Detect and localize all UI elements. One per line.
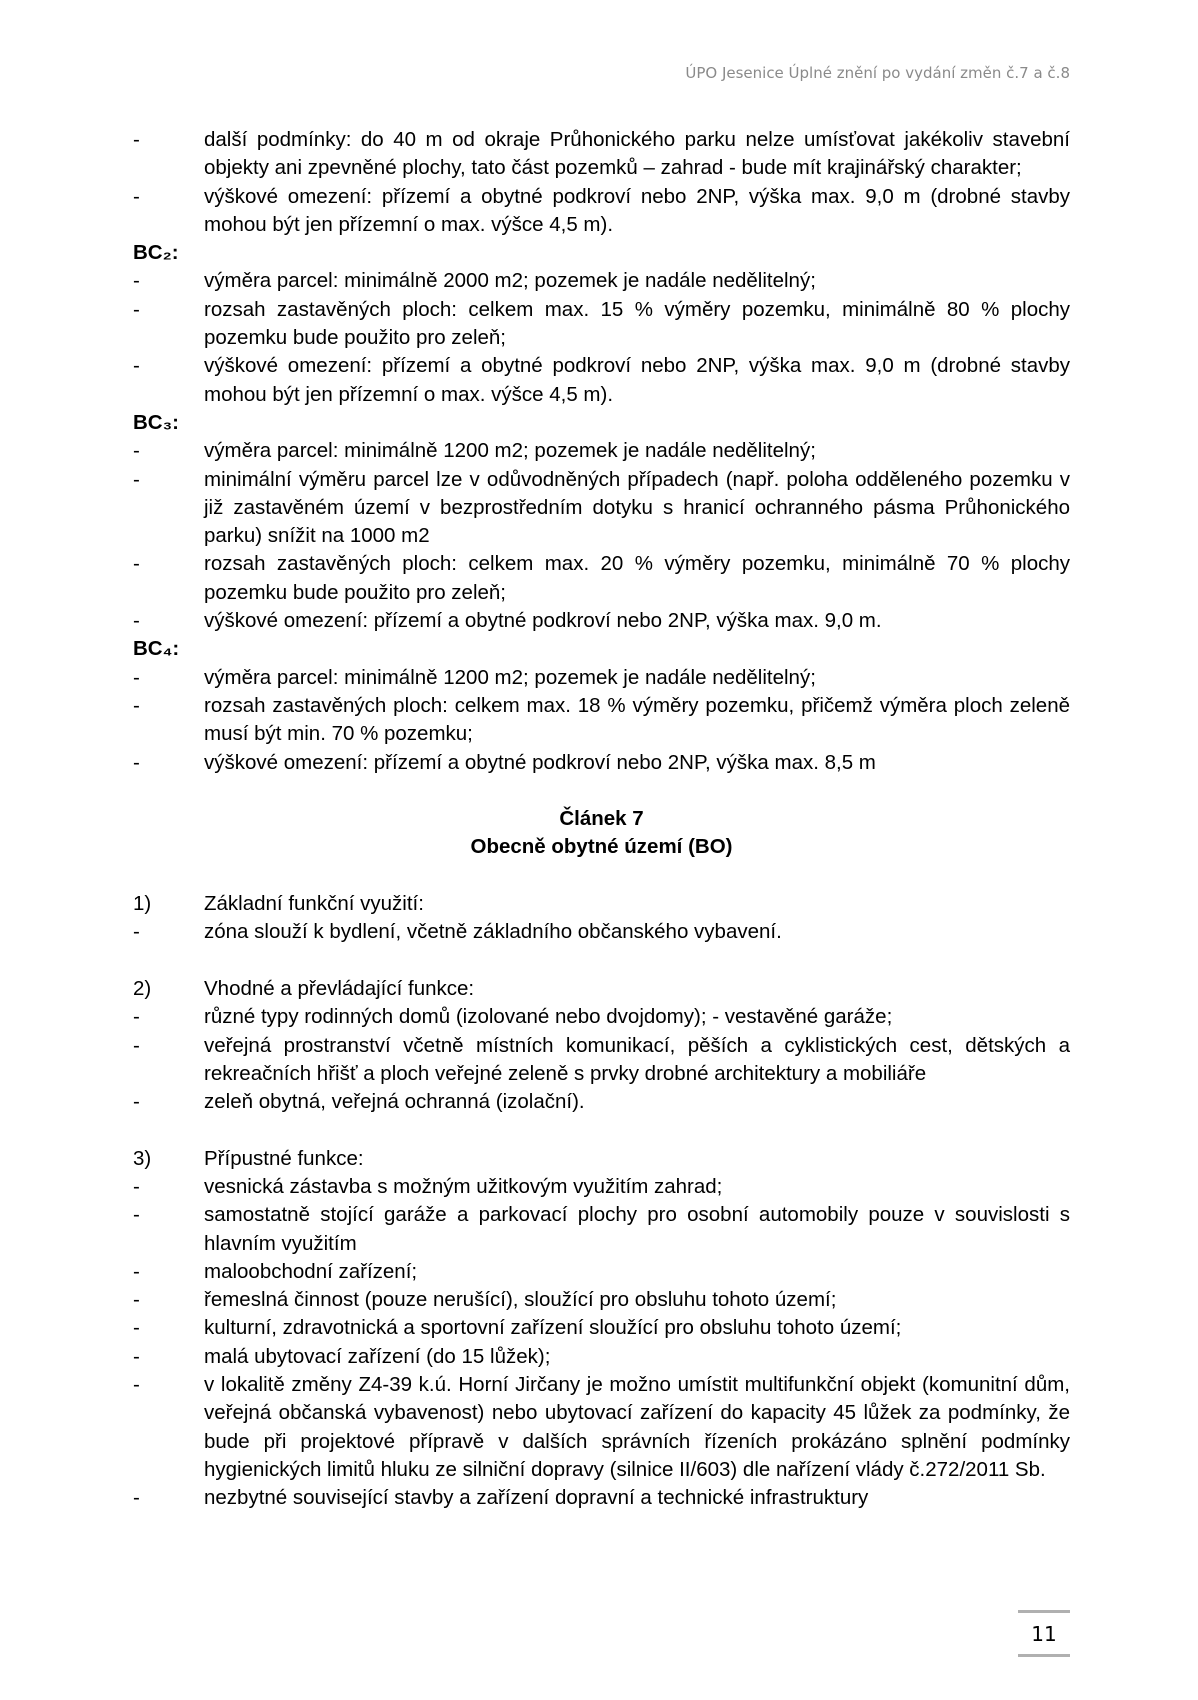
document-body	[133, 126, 1070, 1513]
list-item-text: výměra parcel: minimálně 1200 m2; pozemek je nadále nedělitelný;	[204, 665, 816, 689]
list-item-text: výškové omezení: přízemí a obytné podkroví nebo 2NP, výška max. 9,0 m (drobné stavby mohou být jen přízemní o max. výšce 4,5 m).	[204, 184, 1070, 236]
paragraph-gap	[133, 862, 1070, 890]
list-item-text: zóna slouží k bydlení, včetně základního občanského vybavení.	[204, 920, 782, 944]
list-item-text: zeleň obytná, veřejná ochranná (izolační).	[204, 1090, 585, 1114]
list-marker: 1)	[133, 892, 152, 916]
list-item-text: Vhodné a převládající funkce:	[204, 976, 475, 1000]
list-item-text: v lokalitě změny Z4-39 k.ú. Horní Jirčany je možno umístit multifunkční objekt (komunitní dům, veřejná občanská vybavenost) nebo ubytovací zařízení do kapacity 45 lůžek za podmínky, že bude při projektové přípravě v dalších správních řízeních prokázáno splnění podmínky hygienických limitů hluku ze silniční dopravy (silnice II/603) dle nařízení vlády č.272/2011 Sb.	[204, 1373, 1070, 1481]
list-item	[133, 1371, 1070, 1484]
list-item-text: kulturní, zdravotnická a sportovní zařízení sloužící pro obsluhu tohoto území;	[204, 1316, 902, 1340]
list-item-text: výškové omezení: přízemí a obytné podkroví nebo 2NP, výška max. 8,5 m	[204, 750, 876, 774]
list-item	[133, 1173, 1070, 1201]
list-item	[133, 1484, 1070, 1512]
list-marker: -	[133, 128, 140, 151]
page-number: 11	[1031, 1622, 1057, 1646]
section-heading: BC₄:	[133, 637, 180, 661]
list-marker: -	[133, 750, 140, 774]
list-marker: -	[133, 552, 140, 576]
list-item	[133, 126, 1070, 183]
list-marker: -	[133, 297, 140, 321]
list-marker: -	[133, 1288, 140, 1312]
list-item	[133, 437, 1070, 465]
list-item-text: rozsah zastavěných ploch: celkem max. 15 % výměry pozemku, minimálně 80 % plochy pozemku bude použito pro zeleň;	[204, 297, 1070, 350]
list-item	[133, 1258, 1070, 1286]
list-marker: -	[133, 693, 140, 717]
list-item	[133, 296, 1070, 353]
paragraph-gap	[133, 947, 1070, 975]
list-marker: -	[133, 920, 140, 944]
article-title: Obecně obytné území (BO)	[470, 835, 733, 859]
list-item	[133, 918, 1070, 946]
list-marker: -	[133, 1033, 140, 1057]
list-marker: -	[133, 1344, 140, 1368]
list-item	[133, 890, 1070, 918]
list-item	[133, 1343, 1070, 1371]
list-item-text: výškové omezení: přízemí a obytné podkroví nebo 2NP, výška max. 9,0 m (drobné stavby mohou být jen přízemní o max. výšce 4,5 m).	[204, 354, 1070, 406]
list-item	[133, 267, 1070, 295]
list-item	[133, 1286, 1070, 1314]
list-item-text: výměra parcel: minimálně 1200 m2; pozemek je nadále nedělitelný;	[204, 439, 816, 463]
list-item-text: maloobchodní zařízení;	[204, 1259, 418, 1283]
list-item	[133, 1201, 1070, 1258]
list-marker: -	[133, 1203, 140, 1227]
list-marker: -	[133, 609, 140, 633]
article-title: Článek 7	[559, 807, 644, 831]
list-marker: -	[133, 1090, 140, 1114]
list-item	[133, 664, 1070, 692]
list-marker: -	[133, 1259, 140, 1283]
list-marker: -	[133, 1005, 140, 1029]
list-item-text: vesnická zástavba s možným užitkovým využitím zahrad;	[204, 1174, 723, 1198]
list-marker: -	[133, 439, 140, 463]
running-header: ÚPO Jesenice Úplné znění po vydání změn č.7 a č.8	[685, 64, 1070, 82]
list-marker: -	[133, 1486, 140, 1510]
paragraph-gap	[133, 777, 1070, 805]
list-item	[133, 749, 1070, 777]
list-item-text: rozsah zastavěných ploch: celkem max. 20 % výměry pozemku, minimálně 70 % plochy pozemku bude použito pro zeleň;	[204, 552, 1070, 604]
list-item-text: další podmínky: do 40 m od okraje Průhonického parku nelze umísťovat jakékoliv stavební objekty ani zpevněné plochy, tato část pozemků – zahrad - bude mít krajinářský charakter;	[204, 128, 1070, 180]
list-item-text: malá ubytovací zařízení (do 15 lůžek);	[204, 1344, 551, 1368]
list-item-text: řemeslná činnost (pouze nerušící), sloužící pro obsluhu tohoto území;	[204, 1288, 837, 1312]
list-item	[133, 183, 1070, 240]
list-marker: -	[133, 467, 140, 491]
list-item-text: různé typy rodinných domů (izolované nebo dvojdomy); - vestavěné garáže;	[204, 1005, 893, 1029]
list-marker: -	[133, 665, 140, 689]
list-marker: -	[133, 1174, 140, 1198]
list-marker: -	[133, 354, 140, 378]
list-marker: -	[133, 1373, 140, 1397]
list-item-text: samostatně stojící garáže a parkovací plochy pro osobní automobily pouze v souvislosti s hlavním využitím	[204, 1203, 1070, 1255]
list-marker: -	[133, 269, 140, 293]
list-marker: -	[133, 1316, 140, 1340]
list-item-text: veřejná prostranství včetně místních komunikací, pěších a cyklistických cest, dětských a rekreačních hřišť a ploch veřejné zeleně s prvky drobné architektury a mobiliáře	[204, 1033, 1070, 1085]
list-item	[133, 1003, 1070, 1031]
list-item-text: výměra parcel: minimálně 2000 m2; pozemek je nadále nedělitelný;	[204, 269, 816, 293]
section-heading: BC₃:	[133, 410, 179, 434]
page-number-box	[1018, 1610, 1070, 1657]
list-item-text: nezbytné související stavby a zařízení dopravní a technické infrastruktury	[204, 1486, 869, 1510]
list-item-text: Základní funkční využití:	[204, 892, 424, 916]
list-item	[133, 975, 1070, 1003]
list-item-text: minimální výměru parcel lze v odůvodněných případech (např. poloha odděleného pozemku v již zastavěném území v bezprostředním dotyku s hranicí ochranného pásma Průhonického parku) snížit na 1000 m2	[204, 467, 1070, 548]
list-item	[133, 352, 1070, 409]
list-item	[133, 1088, 1070, 1116]
list-item	[133, 466, 1070, 551]
list-item	[133, 550, 1070, 607]
list-item	[133, 1314, 1070, 1342]
list-marker: 2)	[133, 976, 152, 1000]
section-heading: BC₂:	[133, 241, 179, 265]
list-marker: -	[133, 184, 140, 208]
list-item	[133, 692, 1070, 749]
list-item	[133, 1145, 1070, 1173]
list-item-text: výškové omezení: přízemí a obytné podkroví nebo 2NP, výška max. 9,0 m.	[204, 609, 882, 633]
list-item	[133, 1032, 1070, 1089]
list-item-text: rozsah zastavěných ploch: celkem max. 18 % výměry pozemku, přičemž výměra ploch zeleně musí být min. 70 % pozemku;	[204, 693, 1070, 746]
list-item	[133, 607, 1070, 635]
page-number-bottom-rule	[1018, 1654, 1070, 1657]
list-marker: 3)	[133, 1146, 152, 1170]
paragraph-gap	[133, 1116, 1070, 1144]
list-item-text: Přípustné funkce:	[204, 1146, 364, 1170]
